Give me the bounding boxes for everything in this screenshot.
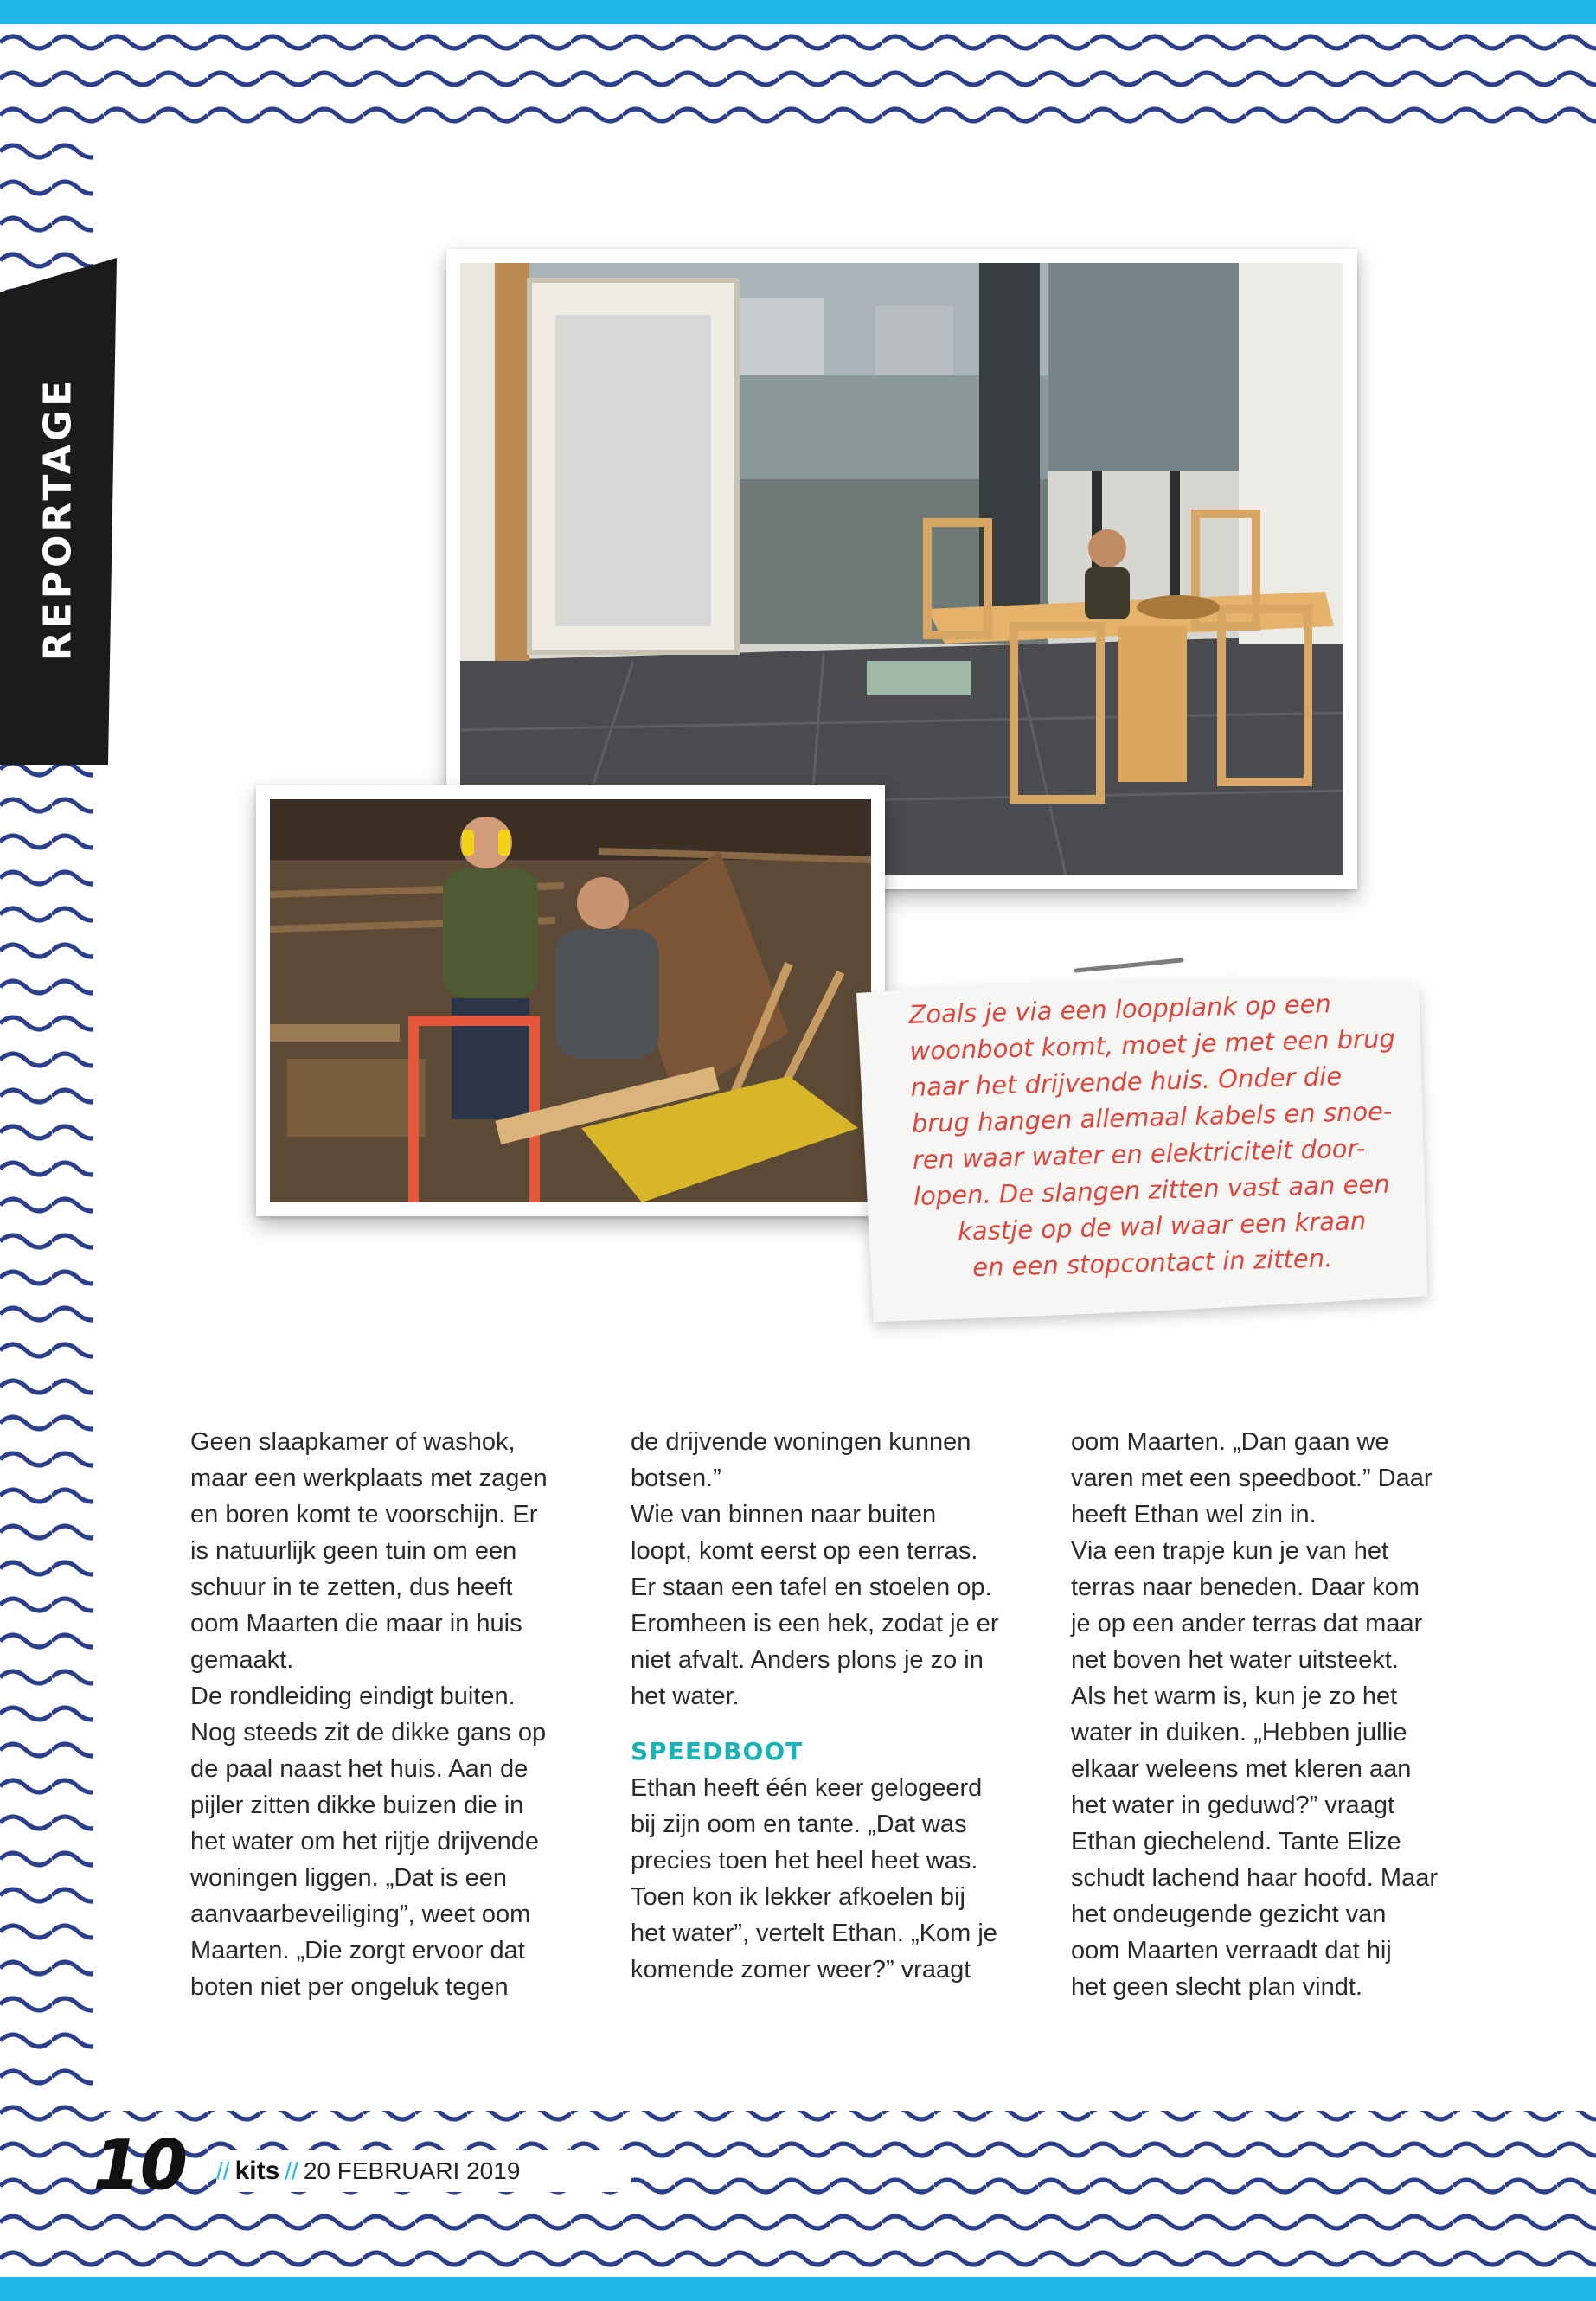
text-line: Wie van binnen naar buiten: [631, 1501, 937, 1529]
article-column-3: [1071, 1424, 1477, 2005]
text-line: Ethan giechelend. Tante Elize: [1071, 1828, 1401, 1856]
text-line: Er staan een tafel en stoelen op.: [631, 1574, 992, 1601]
text-line: water in duiken. „Hebben jullie: [1071, 1719, 1407, 1747]
text-line: terras naar beneden. Daar kom: [1071, 1574, 1420, 1601]
text-line: komende zomer weer?” vraagt: [631, 1956, 971, 1984]
text-line: schudt lachend haar hoofd. Maar: [1071, 1864, 1438, 1892]
text-line: loopt, komt eerst op een terras.: [631, 1537, 978, 1565]
text-line: oom Maarten. „Dan gaan we: [1071, 1428, 1389, 1456]
dining-room-illustration: [460, 263, 1343, 875]
text-line: Geen slaapkamer of washok,: [190, 1428, 516, 1456]
text-line: heeft Ethan wel zin in.: [1071, 1501, 1317, 1529]
footer-separator: //: [216, 2157, 230, 2184]
footer-bar: [216, 2150, 631, 2192]
text-line: pijler zitten dikke buizen die in: [190, 1791, 524, 1819]
text-line: Eromheen is een hek, zodat je er: [631, 1610, 999, 1638]
note-line: brug hangen allemaal kabels en snoe-: [911, 1096, 1393, 1138]
text-line: bij zijn oom en tante. „Dat was: [631, 1811, 967, 1838]
footer-separator: //: [285, 2157, 298, 2184]
text-line: varen met een speedboot.” Daar: [1071, 1465, 1433, 1492]
text-line: net boven het water uitsteekt.: [1071, 1646, 1399, 1674]
text-line: en boren komt te voorschijn. Er: [190, 1501, 538, 1529]
text-line: Via een trapje kun je van het: [1071, 1537, 1389, 1565]
note-text: [908, 983, 1435, 1287]
text-line: is natuurlijk geen tuin om een: [190, 1537, 517, 1565]
text-line: schuur in te zetten, dus heeft: [190, 1574, 513, 1601]
workshop-illustration: [270, 799, 871, 1202]
top-cyan-bar: [0, 0, 1596, 24]
note-line: woonboot komt, moet je met een brug: [909, 1023, 1396, 1066]
note-line: ren waar water en elektriciteit door-: [912, 1133, 1366, 1175]
text-line: je op een ander terras dat maar: [1071, 1610, 1423, 1638]
text-line: Maarten. „Die zorgt ervoor dat: [190, 1937, 525, 1965]
note-line: lopen. De slangen zitten vast aan een: [913, 1169, 1391, 1211]
text-line: gemaakt.: [190, 1646, 294, 1674]
text-line: de drijvende woningen kunnen: [631, 1428, 971, 1456]
text-line: Toen kon ik lekker afkoelen bij: [631, 1883, 965, 1911]
note-line: naar het drijvende huis. Onder die: [910, 1061, 1343, 1102]
text-line: aanvaarbeveiliging”, weet oom: [190, 1900, 531, 1928]
text-line: het ondeugende gezicht van: [1071, 1900, 1387, 1928]
text-line: het water om het rijtje drijvende: [190, 1828, 539, 1856]
text-line: het water in geduwd?” vraagt: [1071, 1791, 1394, 1819]
text-line: maar een werkplaats met zagen: [190, 1465, 548, 1492]
article-column-2: [631, 1424, 1037, 1988]
text-line: botsen.”: [631, 1465, 721, 1492]
text-line: elkaar weleens met kleren aan: [1071, 1755, 1412, 1783]
text-line: oom Maarten die maar in huis: [190, 1610, 522, 1638]
text-line: Ethan heeft één keer gelogeerd: [631, 1774, 983, 1802]
note-line: kastje op de wal waar een kraan: [957, 1206, 1367, 1247]
text-line: De rondleiding eindigt buiten.: [190, 1682, 516, 1710]
text-line: boten niet per ongeluk tegen: [190, 1973, 509, 2001]
text-line: niet afvalt. Anders plons je zo in: [631, 1646, 984, 1674]
note-line: en een stopcontact in zitten.: [971, 1243, 1333, 1283]
text-line: het water.: [631, 1682, 740, 1710]
subheading-speedboot: SPEEDBOOT: [631, 1737, 804, 1766]
text-line: het water”, vertelt Ethan. „Kom je: [631, 1920, 997, 1947]
footer-brand: kits: [234, 2157, 280, 2185]
article-column-1: [190, 1424, 597, 2005]
text-line: Nog steeds zit de dikke gans op: [190, 1719, 547, 1747]
text-line: woningen liggen. „Dat is een: [190, 1864, 507, 1892]
section-label: REPORTAGE: [35, 376, 80, 662]
text-line: het geen slecht plan vindt.: [1071, 1973, 1362, 2001]
bottom-cyan-bar: [0, 2277, 1596, 2301]
text-line: precies toen het heel heet was.: [631, 1847, 978, 1875]
pin-icon: [1073, 957, 1185, 974]
text-line: oom Maarten verraadt dat hij: [1071, 1937, 1392, 1965]
footer-date: 20 FEBRUARI 2019: [303, 2157, 521, 2184]
workshop-table-saw-photo: [256, 785, 885, 1216]
page-number-text: 10: [93, 2127, 188, 2199]
text-line: de paal naast het huis. Aan de: [190, 1755, 529, 1783]
note-line: Zoals je via een loopplank op een: [908, 989, 1332, 1029]
text-line: Als het warm is, kun je zo het: [1071, 1682, 1398, 1710]
